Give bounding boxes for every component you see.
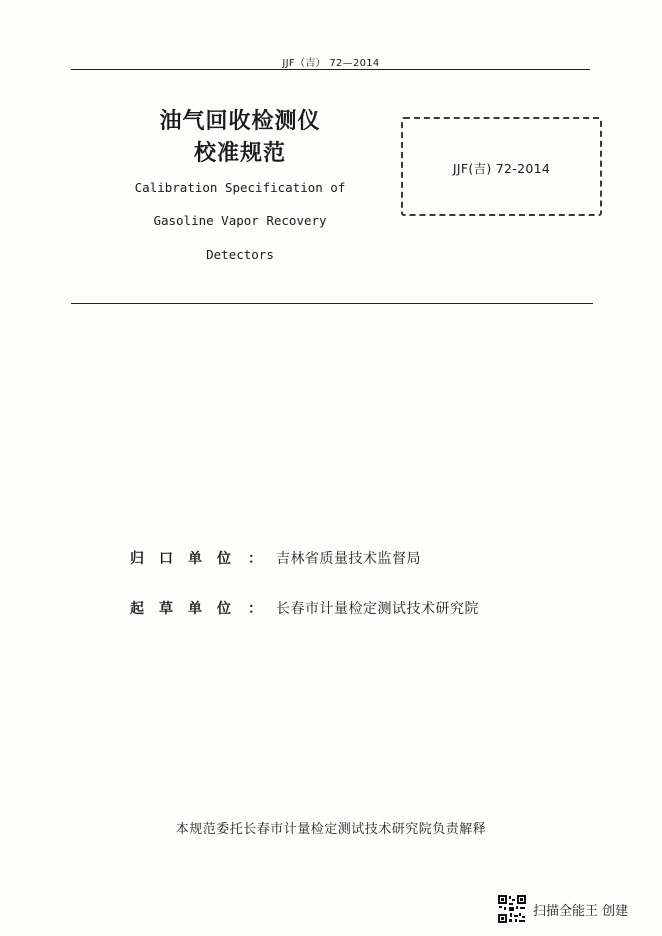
field-label: 归口单位 [130, 551, 246, 567]
standard-code-box-text: JJF(吉) 72-2014 [452, 161, 551, 176]
qr-code-icon [497, 894, 527, 924]
footer-interpretation-note: 本规范委托长春市计量检定测试技术研究院负责解释 [175, 822, 487, 837]
field-colon: ： [248, 551, 262, 567]
scanner-watermark-text: 扫描全能王 创建 [533, 903, 629, 919]
field-value: 吉林省质量技术监督局 [276, 551, 421, 567]
title-en-line3: Detectors [206, 247, 274, 262]
title-cn-line1: 油气回收检测仪 [159, 109, 321, 134]
title-en-line1: Calibration Specification of [134, 180, 346, 195]
title-divider-rule [71, 303, 593, 304]
header-rule [71, 69, 590, 70]
field-colon: ： [248, 601, 262, 617]
header-standard-code: JJF（吉） 72—2014 [282, 58, 380, 69]
field-label: 起草单位 [130, 601, 246, 617]
title-en-line2: Gasoline Vapor Recovery [153, 213, 327, 228]
scanner-watermark [497, 893, 628, 925]
title-cn-line2: 校准规范 [193, 141, 286, 166]
field-value: 长春市计量检定测试技术研究院 [276, 601, 479, 617]
